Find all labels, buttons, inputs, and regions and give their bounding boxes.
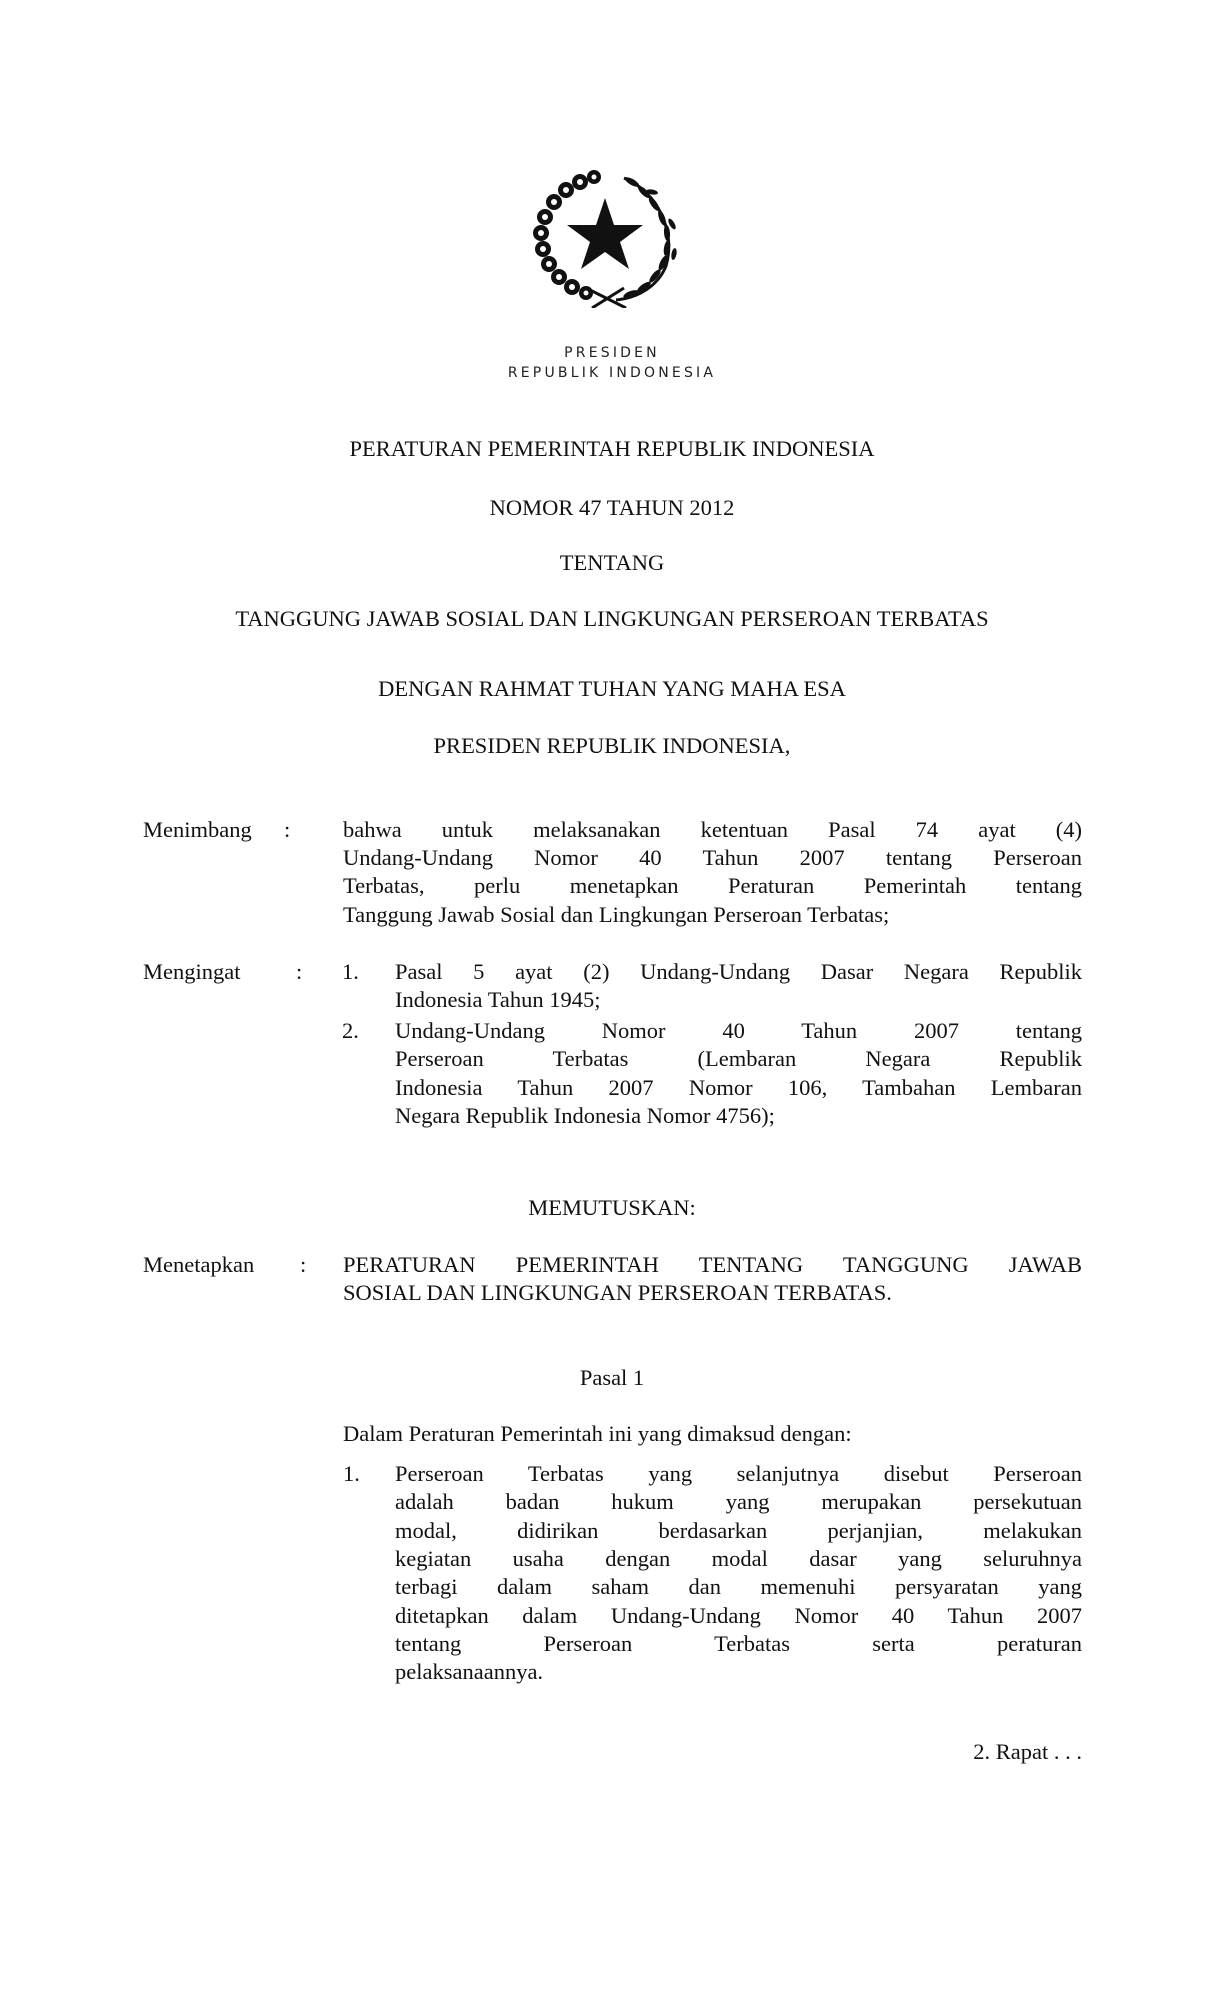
mengingat-item-line: Indonesia Tahun 2007 Nomor 106, Tambahan Lembaran [395,1075,1082,1100]
menimbang-line: bahwa untuk melaksanakan ketentuan Pasal 74 ayat (4) [343,817,1082,842]
pasal-1-item-line: Perseroan Terbatas yang selanjutnya disebut Perseroan [395,1461,1082,1486]
menetapkan-label: Menetapkan [143,1252,255,1277]
title-regulation: PERATURAN PEMERINTAH REPUBLIK INDONESIA [349,436,875,461]
pasal-1-item-line: modal, didirikan berdasarkan perjanjian, melakukan [395,1518,1082,1543]
pasal-1-item-number: 1. [343,1461,360,1486]
menimbang-line: Tanggung Jawab Sosial dan Lingkungan Perseroan Terbatas; [343,902,890,927]
menimbang-line: Undang-Undang Nomor 40 Tahun 2007 tentang Perseroan [343,845,1082,870]
mengingat-colon: : [296,959,303,984]
seal-label-presiden: PRESIDEN [564,345,660,361]
page-continuation: 2. Rapat . . . [973,1739,1082,1764]
pasal-1-item-line: terbagi dalam saham dan memenuhi persyaratan yang [395,1574,1082,1599]
pasal-1-item-line: kegiatan usaha dengan modal dasar yang seluruhnya [395,1546,1082,1571]
title-president: PRESIDEN REPUBLIK INDONESIA, [433,733,791,758]
menimbang-colon: : [284,817,291,842]
pasal-1-item-line: pelaksanaannya. [395,1659,544,1684]
pasal-1-heading: Pasal 1 [579,1365,645,1390]
mengingat-item-line: Undang-Undang Nomor 40 Tahun 2007 tentang [395,1018,1082,1043]
pasal-1-item-line: adalah badan hukum yang merupakan persekutuan [395,1489,1082,1514]
menimbang-line: Terbatas, perlu menetapkan Peraturan Pemerintah tentang [343,873,1082,898]
pasal-1-intro: Dalam Peraturan Pemerintah ini yang dimaksud dengan: [343,1421,852,1446]
pasal-1-item-line: ditetapkan dalam Undang-Undang Nomor 40 Tahun 2007 [395,1603,1082,1628]
menimbang-label: Menimbang [143,817,252,842]
memutuskan-heading: MEMUTUSKAN: [528,1195,696,1220]
title-invocation: DENGAN RAHMAT TUHAN YANG MAHA ESA [378,676,846,701]
mengingat-item-number: 2. [342,1018,359,1043]
mengingat-item-line: Perseroan Terbatas (Lembaran Negara Republik [395,1046,1082,1071]
mengingat-item-line: Negara Republik Indonesia Nomor 4756); [395,1103,775,1128]
menetapkan-colon: : [300,1252,307,1277]
menetapkan-line: SOSIAL DAN LINGKUNGAN PERSEROAN TERBATAS. [343,1280,892,1305]
title-tentang: TENTANG [559,550,665,575]
mengingat-item-line: Indonesia Tahun 1945; [395,987,601,1012]
mengingat-item-line: Pasal 5 ayat (2) Undang-Undang Dasar Negara Republik [395,959,1082,984]
title-number: NOMOR 47 TAHUN 2012 [489,495,735,520]
garuda-star-emblem-icon [528,162,682,308]
seal-label-republik: REPUBLIK INDONESIA [507,365,717,381]
menetapkan-line: PERATURAN PEMERINTAH TENTANG TANGGUNG JAWAB [343,1252,1082,1277]
mengingat-item-number: 1. [342,959,359,984]
pasal-1-item-line: tentang Perseroan Terbatas serta peraturan [395,1631,1082,1656]
mengingat-label: Mengingat [143,959,241,984]
title-subject: TANGGUNG JAWAB SOSIAL DAN LINGKUNGAN PERSEROAN TERBATAS [235,606,989,631]
